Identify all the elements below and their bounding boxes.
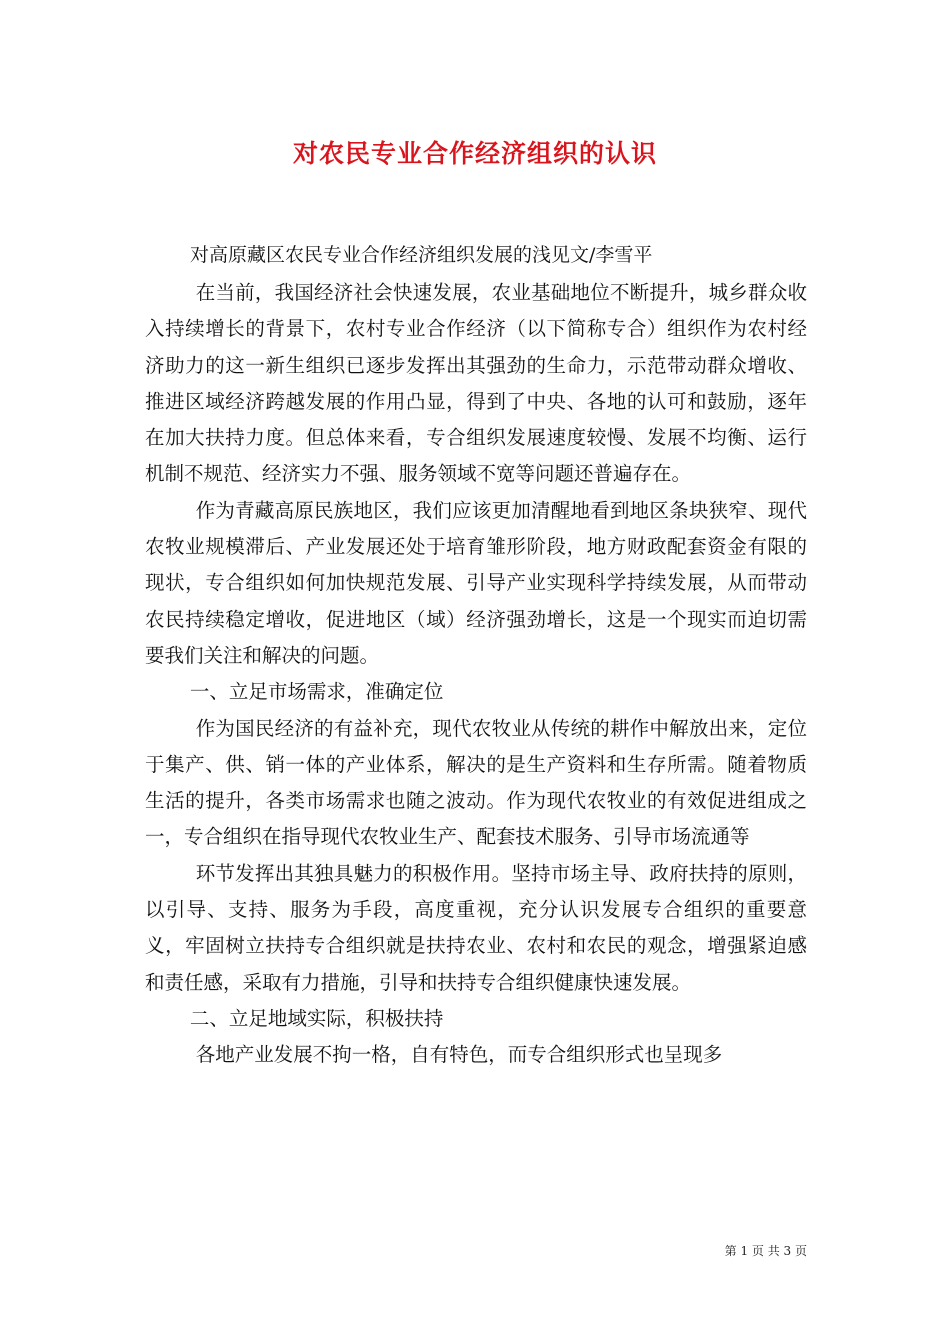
paragraph: 作为国民经济的有益补充，现代农牧业从传统的耕作中解放出来，定位于集产、供、销一体的产业体系，解决的是生产资料和生存所需。随着物质生活的提升，各类市场需求也随之波动。作为现代农牧业的有效促进组成之一，专合组织在指导现代农牧业生产、配套技术服务、引导市场流通等 (145, 716, 807, 849)
paragraph: 作为青藏高原民族地区，我们应该更加清醒地看到地区条块狭窄、现代农牧业规模滞后、产业发展还处于培育雏形阶段，地方财政配套资金有限的现状，专合组织如何加快规范发展、引导产业实现科学持续发展，从而带动农民持续稳定增收，促进地区（域）经济强劲增长，这是一个现实而迫切需要我们关注和解决的问题。 (145, 498, 807, 667)
paragraph: 在当前，我国经济社会快速发展，农业基础地位不断提升，城乡群众收入持续增长的背景下，农村专业合作经济（以下简称专合）组织作为农村经济助力的这一新生组织已逐步发挥出其强劲的生命力，示范带动群众增收、推进区域经济跨越发展的作用凸显，得到了中央、各地的认可和鼓励，逐年在加大扶持力度。但总体来看，专合组织发展速度较慢、发展不均衡、运行机制不规范、经济实力不强、服务领域不宽等问题还普遍存在。 (145, 281, 807, 486)
paragraph: 环节发挥出其独具魅力的积极作用。坚持市场主导、政府扶持的原则，以引导、支持、服务为手段，高度重视，充分认识发展专合组织的重要意义，牢固树立扶持专合组织就是扶持农业、农村和农民的观念，增强紧迫感和责任感，采取有力措施，引导和扶持专合组织健康快速发展。 (145, 861, 807, 994)
paragraph: 各地产业发展不拘一格，自有特色，而专合组织形式也呈现多 (195, 1043, 723, 1067)
page-footer: 第 1 页 共 3 页 (724, 1244, 807, 1258)
section-heading: 二、立足地域实际，积极扶持 (189, 1006, 444, 1030)
document-title: 对农民专业合作经济组织的认识 (292, 139, 657, 168)
section-heading: 一、立足市场需求，准确定位 (189, 680, 444, 704)
document-subtitle: 对高原藏区农民专业合作经济组织发展的浅见文/李雪平 (190, 244, 653, 266)
document-body (145, 275, 807, 1074)
